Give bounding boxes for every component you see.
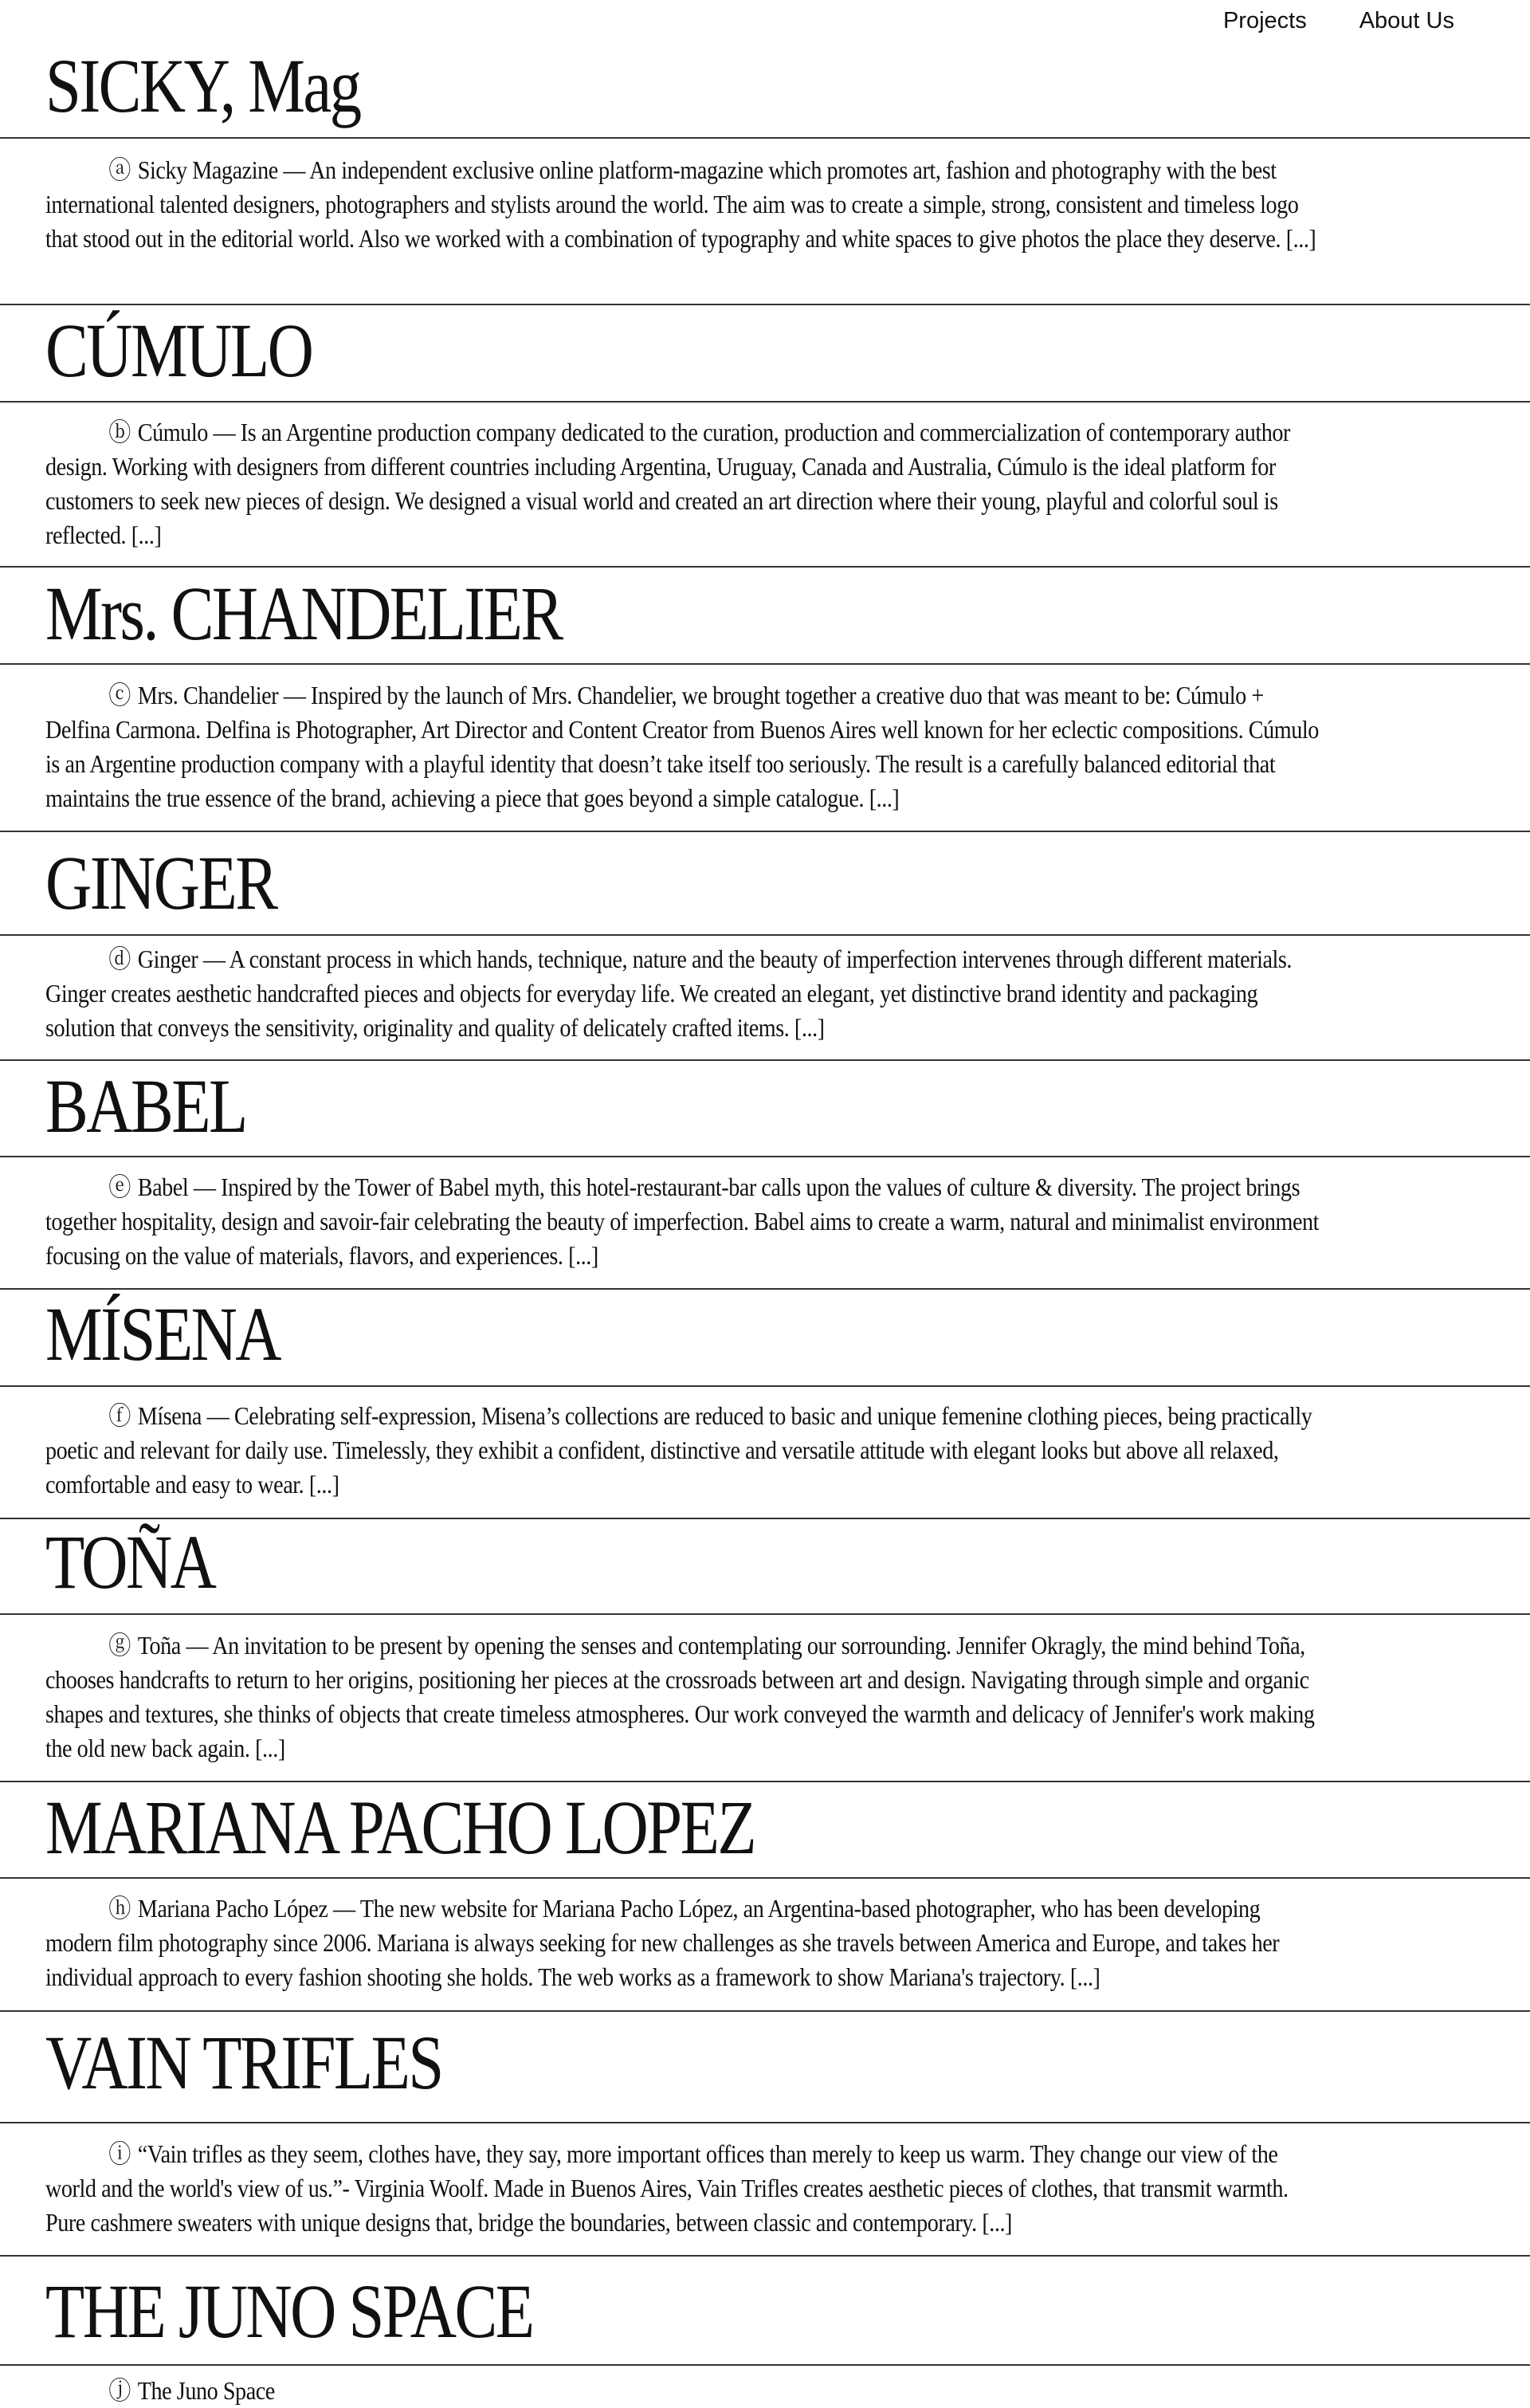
divider [0,401,1530,403]
project-description [45,1628,1322,1766]
project-letter: ⓖ [108,1631,131,1660]
read-more-link[interactable]: [...] [982,2208,1012,2237]
project-description [45,1399,1322,1502]
project-description-text: Babel — Inspired by the Tower of Babel myth, this hotel-restaurant-bar calls upon the values of culture & diversity. The project brings together hospitality, design and savoir-fair celebrating the beauty of imperfection. Babel aims to create a warm, natural and minimalist environment focusing on the value of materials, flavors, and experiences. [45,1173,1320,1270]
project-letter: ⓕ [108,1401,131,1430]
divider [0,831,1530,832]
project-title[interactable]: MARIANA PACHO LOPEZ [45,1785,755,1870]
project-description-text: The Juno Space [137,2376,275,2405]
divider [0,2122,1530,2123]
divider [0,934,1530,936]
divider [0,1518,1530,1519]
divider [0,1156,1530,1157]
project-letter: ⓒ [108,681,131,709]
divider [0,304,1530,305]
project-title[interactable]: Mrs. CHANDELIER [45,571,562,656]
read-more-link[interactable]: [...] [869,784,900,812]
project-description [45,415,1322,552]
read-more-link[interactable]: [...] [1069,1962,1100,1991]
project-letter: ⓔ [108,1173,131,1201]
project-letter: ⓓ [108,945,131,973]
read-more-link[interactable]: [...] [794,1013,825,1042]
project-description-text: Mísena — Celebrating self-expression, Misena’s collections are reduced to basic and unique femenine clothing pieces, being practically poetic and relevant for daily use. Timelessly, they exhibit a confident, distinctive and versatile attitude with elegant looks but above all relaxed, comfortable and easy to wear. [45,1401,1312,1499]
project-description-text: Toña — An invitation to be present by opening the senses and contemplating our sorrounding. Jennifer Okragly, the mind behind Toña, chooses handcrafts to return to her origins, positioning her pieces at the crossroads between art and design. Navigating through simple and organic shapes and textures, she thinks of objects that create timeless atmospheres. Our work conveyed the warmth and delicacy of Jennifer's work making the old new back again. [45,1631,1315,1762]
project-letter: ⓗ [108,1894,131,1923]
project-description [45,678,1322,815]
project-description-text: Ginger — A constant process in which hands, technique, nature and the beauty of imperfection intervenes through different materials. Ginger creates aesthetic handcrafted pieces and objects for everyday life. We created an elegant, yet distinctive brand identity and packaging solution that conveys the sensitivity, originality and quality of delicately crafted items. [45,945,1293,1042]
project-description-text: Mrs. Chandelier — Inspired by the launch of Mrs. Chandelier, we brought together a creative duo that was meant to be: Cúmulo + Delfina Carmona. Delfina is Photographer, Art Director and Content Creator from Buenos Aires well known for her eclectic compositions. Cúmulo is an Argentine production company with a playful identity that doesn’t take itself too seriously. The result is a carefully balanced editorial that maintains the true essence of the brand, achieving a piece that goes beyond a simple catalogue. [45,681,1319,812]
project-title[interactable]: THE JUNO SPACE [45,2269,533,2354]
project-description [45,942,1322,1045]
project-title[interactable]: CÚMULO [45,308,312,393]
project-title[interactable]: SICKY, Mag [45,43,360,128]
read-more-link[interactable]: [...] [131,520,162,549]
project-letter: ⓑ [108,418,131,446]
nav-about-us-link[interactable]: About Us [1359,8,1454,33]
divider [0,1059,1530,1061]
project-title[interactable]: BABEL [45,1063,246,1149]
top-nav [1223,5,1454,37]
read-more-link[interactable]: [...] [568,1241,598,1270]
project-title[interactable]: TOÑA [45,1519,215,1605]
divider [0,2010,1530,2012]
project-description [45,153,1322,256]
divider [0,2255,1530,2257]
project-title[interactable]: MÍSENA [45,1291,280,1377]
divider [0,1781,1530,1782]
project-letter: ⓐ [108,155,131,184]
divider [0,663,1530,665]
read-more-link[interactable]: [...] [308,1470,339,1499]
project-letter: ⓘ [108,2139,131,2168]
project-description-text: Cúmulo — Is an Argentine production company dedicated to the curation, production and commercialization of contemporary author design. Working with designers from different countries including Argentina, Uruguay, Canada and Australia, Cúmulo is the ideal platform for customers to seek new pieces of design. We designed a visual world and created an art direction where their young, playful and colorful soul is reflected. [45,418,1290,549]
read-more-link[interactable]: [...] [255,1734,285,1762]
project-title[interactable]: VAIN TRIFLES [45,2020,442,2105]
project-description-text: Mariana Pacho López — The new website for Mariana Pacho López, an Argentina-based photographer, who has been developing modern film photography since 2006. Mariana is always seeking for new challenges as she travels between America and Europe, and takes her individual approach to every fashion shooting she holds. The web works as a framework to show Mariana's trajectory. [45,1894,1280,1991]
project-description-text: “Vain trifles as they seem, clothes have, they say, more important offices than merely to keep us warm. They change our view of the world and the world's view of us.”- Virginia Woolf. Made in Buenos Aires, Vain Trifles creates aesthetic pieces of clothes, that transmit warmth. Pure cashmere sweaters with unique designs that, bridge the boundaries, between classic and contemporary. [45,2139,1289,2237]
project-description-text: Sicky Magazine — An independent exclusive online platform-magazine which promotes art, fashion and photography with the best international talented designers, photographers and stylists around the world. The aim was to create a simple, strong, consistent and timeless logo that stood out in the editorial world. Also we worked with a combination of typography and white spaces to give photos the place they deserve. [45,155,1299,253]
divider [0,566,1530,568]
nav-projects-link[interactable]: Projects [1222,8,1307,33]
project-title[interactable]: GINGER [45,840,277,925]
divider [0,1613,1530,1615]
divider [0,1385,1530,1387]
project-description [45,1170,1322,1273]
project-description [45,2137,1322,2240]
divider [0,1877,1530,1879]
divider [0,1288,1530,1290]
divider [0,2364,1530,2366]
project-letter: ⓙ [108,2376,131,2405]
divider [0,137,1530,139]
project-description [45,1891,1322,1994]
read-more-link[interactable]: [...] [1285,224,1316,253]
